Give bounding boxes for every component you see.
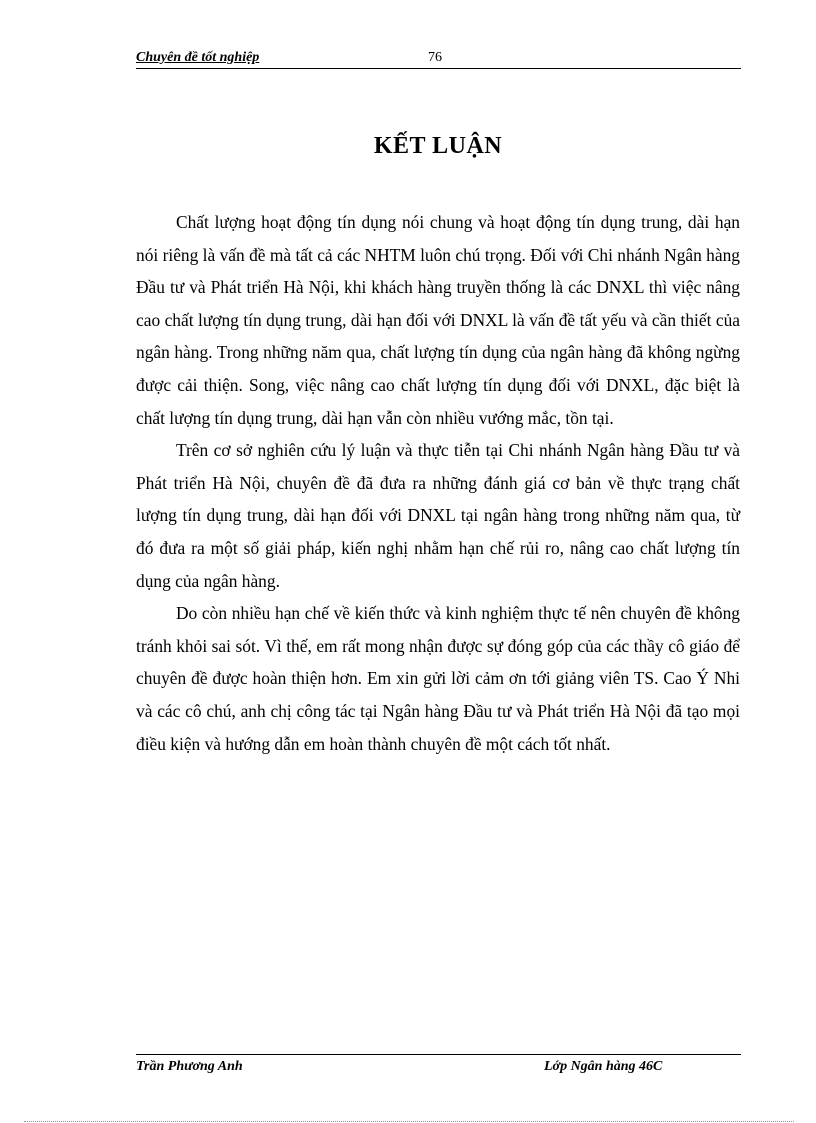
header-title: Chuyên đề tốt nghiệp xyxy=(136,50,260,65)
footer-class: Lớp Ngân hàng 46C xyxy=(544,1059,663,1074)
footer-author: Trần Phương Anh xyxy=(136,1059,243,1074)
paragraph-2: Trên cơ sở nghiên cứu lý luận và thực tiễn tại Chi nhánh Ngân hàng Đầu tư và Phát triển Hà Nội, chuyên đề đã đưa ra những đánh giá cơ bản về thực trạng chất lượng tín dụng trung, dài hạn đối với DNXL tại ngân hàng trong những năm qua, từ đó đưa ra một số giải pháp, kiến nghị nhằm hạn chế rủi ro, nâng cao chất lượng tín dụng của ngân hàng. xyxy=(136,440,740,591)
paragraph-3: Do còn nhiều hạn chế về kiến thức và kinh nghiệm thực tế nên chuyên đề không tránh khỏi sai sót. Vì thế, em rất mong nhận được sự đóng góp của các thầy cô giáo để chuyên đề được hoàn thiện hơn. Em xin gửi lời cảm ơn tới giảng viên TS. Cao Ý Nhi và các cô chú, anh chị công tác tại Ngân hàng Đầu tư và Phát triển Hà Nội đã tạo mọi điều kiện và hướng dẫn em hoàn thành chuyên đề một cách tốt nhất. xyxy=(136,603,740,754)
page-header xyxy=(136,49,741,69)
body-text xyxy=(136,206,740,760)
page-number: 76 xyxy=(428,50,442,65)
paragraph-1: Chất lượng hoạt động tín dụng nói chung và hoạt động tín dụng trung, dài hạn nói riêng là vấn đề mà tất cả các NHTM luôn chú trọng. Đối với Chi nhánh Ngân hàng Đầu tư và Phát triển Hà Nội, khi khách hàng truyền thống là các DNXL thì việc nâng cao chất lượng tín dụng trung, dài hạn đối với DNXL là vấn đề tất yếu và cần thiết của ngân hàng. Trong những năm qua, chất lượng tín dụng của ngân hàng đã không ngừng được cải thiện. Song, việc nâng cao chất lượng tín dụng đối với DNXL, đặc biệt là chất lượng tín dụng trung, dài hạn vẫn còn nhiều vướng mắc, tồn tại. xyxy=(136,212,740,428)
page-title: KẾT LUẬN xyxy=(373,133,503,159)
page-edge-divider xyxy=(24,1121,794,1122)
page-footer xyxy=(136,1054,741,1077)
